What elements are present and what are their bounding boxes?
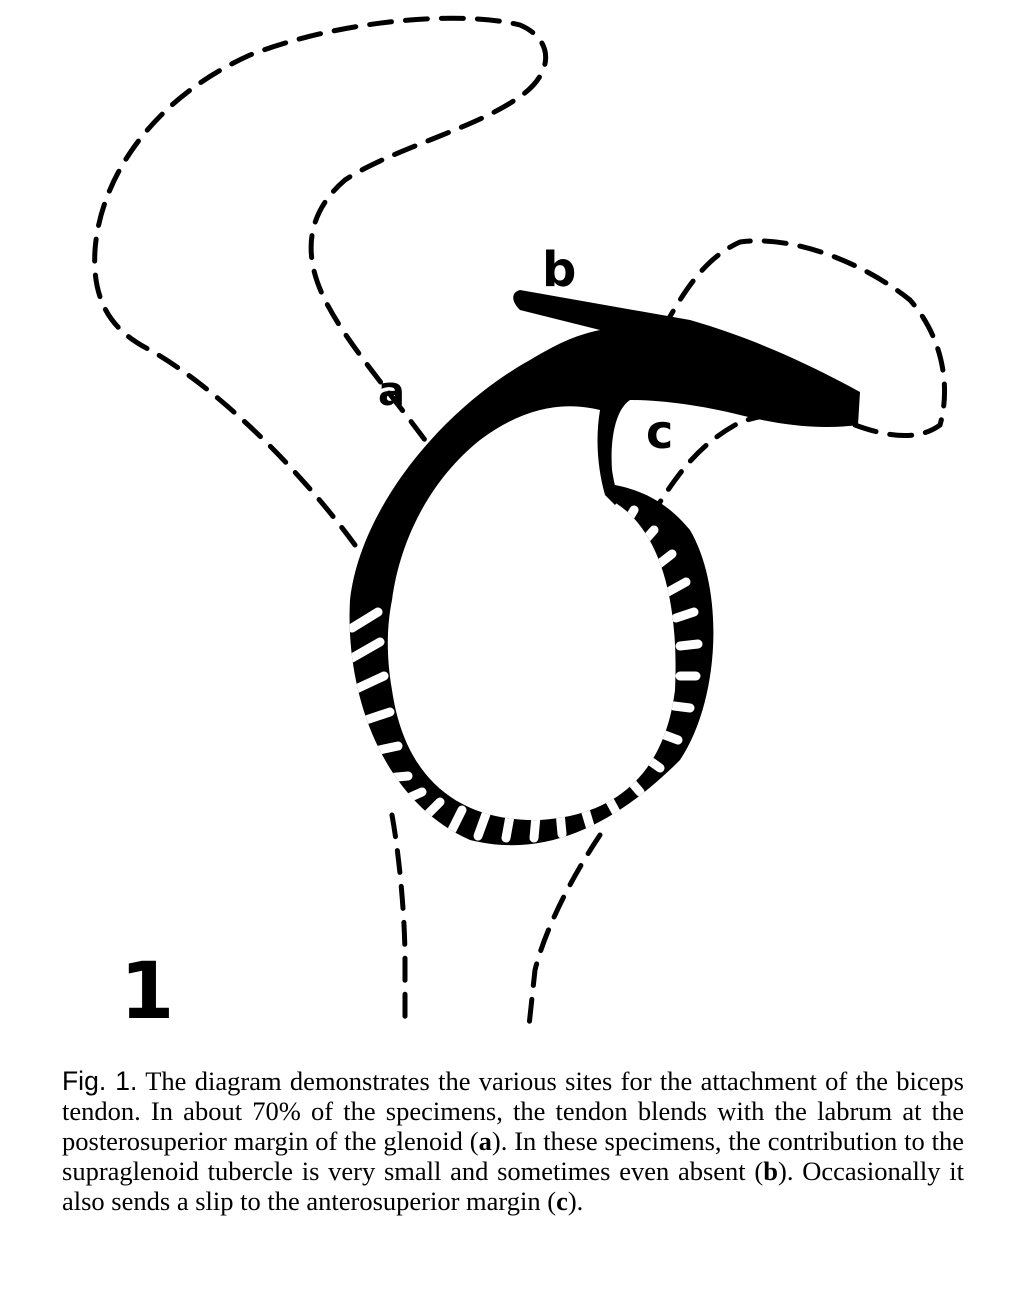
caption-ref-b: b	[763, 1156, 778, 1186]
figure-caption	[62, 1066, 964, 1216]
caption-lead: Fig. 1.	[62, 1066, 138, 1096]
caption-text-4: ).	[567, 1186, 584, 1216]
scapular-neck-right-outline	[528, 835, 600, 1035]
figure-number: 1	[120, 947, 175, 1037]
caption-text-3: ). Occasionally it also sends a slip to the anterosuperior margin (	[62, 1156, 964, 1216]
label-b: b	[542, 242, 577, 298]
biceps-tendon	[350, 290, 860, 600]
caption-text-1: The diagram demonstrates the various sites for the attachment of the biceps tendon. In about 70% of the specimens, the tendon blends with the labrum at the posterosuperior margin of the glenoid (	[62, 1066, 964, 1156]
scapular-neck-left-outline	[392, 815, 405, 1030]
caption-ref-a: a	[478, 1126, 492, 1156]
caption-ref-c: c	[556, 1186, 568, 1216]
acromion-outline	[95, 18, 546, 545]
label-c: c	[646, 405, 674, 459]
label-a: a	[378, 369, 405, 415]
caption-text-2: ). In these specimens, the contribution to the supraglenoid tubercle is very small and sometimes even absent (	[62, 1126, 964, 1186]
